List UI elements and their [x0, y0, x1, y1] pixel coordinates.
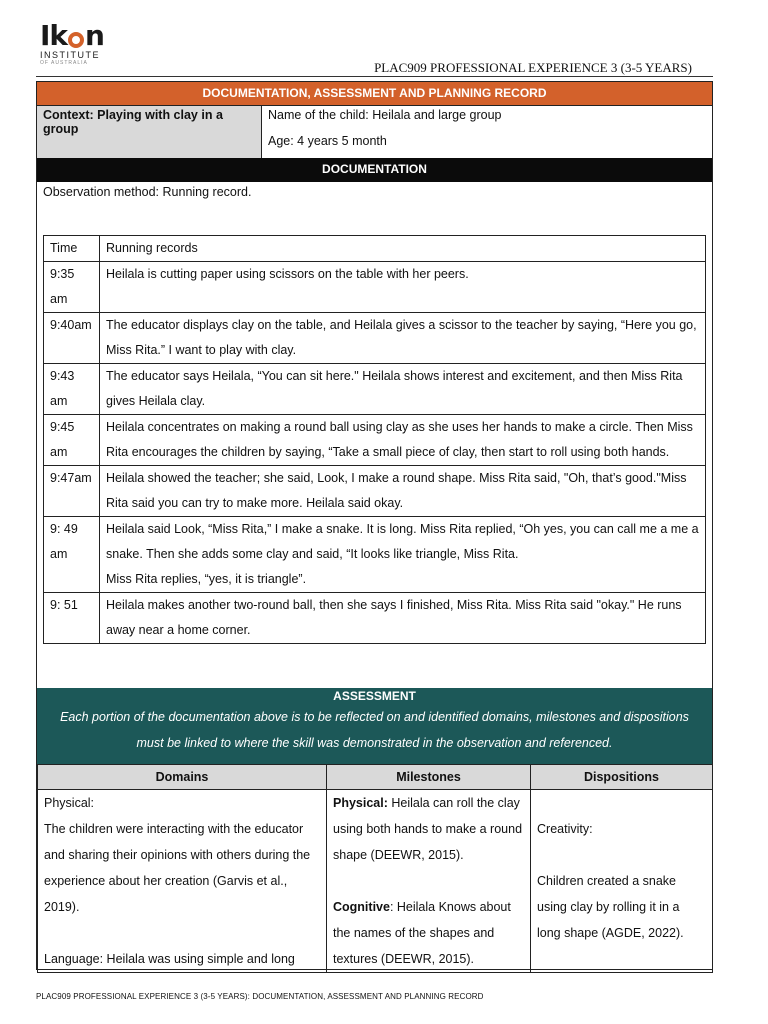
row-time: 9: 51: [44, 593, 100, 644]
row-text: Heilala is cutting paper using scissors on the table with her peers.: [100, 262, 706, 313]
milestone-physical-text: Heilala can roll the clay using both hands to make a round shape (DEEWR, 2015).: [333, 796, 523, 862]
milestone-cognitive-label: Cognitive: [333, 900, 390, 914]
row-time: 9:43 am: [44, 364, 100, 415]
row-text: Heilala concentrates on making a round ball using clay as she uses her hands to make a circle. Then Miss Rita encourages the children by saying, “Take a small piece of clay, then start to roll using both hands.: [100, 415, 706, 466]
row-text: Heilala makes another two-round ball, then she says I finished, Miss Rita. Miss Rita said "okay." He runs away near a home corner.: [100, 593, 706, 644]
domain-language-text: Language: Heilala was using simple and long: [44, 952, 295, 966]
domain-physical-text: The children were interacting with the educator and sharing their opinions with others during the experience about her creation (Garvis et al., 2019).: [44, 822, 311, 914]
child-name: Name of the child: Heilala and large group: [268, 108, 502, 122]
row-text: Heilala said Look, “Miss Rita,” I make a snake. It is long. Miss Rita replied, “Oh yes, you can call me a me a snake. Then she adds some clay and said, “It looks like triangle, Miss Rita.: [106, 522, 699, 561]
domains-cell: [38, 790, 327, 973]
records-column-header: Running records: [100, 236, 706, 262]
row-time: 9:47am: [44, 466, 100, 517]
observation-method: Observation method: Running record.: [43, 185, 252, 199]
documentation-title: DOCUMENTATION: [37, 158, 712, 182]
context-cell: Context: Playing with clay in a group: [37, 106, 262, 158]
running-record-table: [43, 235, 706, 644]
page-header-course: PLAC909 PROFESSIONAL EXPERIENCE 3 (3-5 YEARS): [374, 60, 692, 75]
header-divider: [36, 76, 713, 77]
row-text-cell: [100, 517, 706, 593]
disposition-text: Children created a snake using clay by rolling it in a long shape (AGDE, 2022).: [537, 874, 684, 940]
logo-wordmark: Ik n: [40, 19, 104, 52]
milestones-cell: [327, 790, 531, 973]
table-row: [44, 593, 706, 644]
disposition-heading: Creativity:: [537, 822, 593, 836]
dispositions-cell: [531, 790, 713, 973]
logo-subtitle: INSTITUTE: [40, 50, 100, 60]
table-row: [44, 313, 706, 364]
assessment-table: [37, 764, 713, 973]
milestone-physical: [333, 790, 524, 868]
child-age: Age: 4 years 5 month: [268, 134, 387, 148]
milestone-physical-label: Physical:: [333, 796, 388, 810]
table-row: [44, 364, 706, 415]
assessment-title: ASSESSMENT: [333, 689, 416, 703]
milestone-cognitive-text: : Heilala Knows about the names of the shapes and textures (DEEWR, 2015).: [333, 900, 511, 966]
table-row: [44, 262, 706, 313]
table-row: [44, 466, 706, 517]
table-row: [44, 517, 706, 593]
row-time: 9:45 am: [44, 415, 100, 466]
domain-physical-heading: Physical:: [44, 796, 95, 810]
child-info-cell: [262, 106, 712, 158]
page-footer: PLAC909 PROFESSIONAL EXPERIENCE 3 (3-5 YEARS): DOCUMENTATION, ASSESSMENT AND PLANNING RECORD: [36, 992, 484, 1001]
institute-logo: [40, 19, 120, 66]
row-time: 9:35 am: [44, 262, 100, 313]
time-column-header: Time: [44, 236, 100, 262]
logo-tagline: OF AUSTRALIA: [40, 60, 88, 66]
domains-header: Domains: [38, 765, 327, 790]
row-text: The educator displays clay on the table, and Heilala gives a scissor to the teacher by saying, “Here you go, Miss Rita.” I want to play with clay.: [100, 313, 706, 364]
row-text-continued: Miss Rita replies, “yes, it is triangle”.: [106, 572, 307, 586]
row-text: Heilala showed the teacher; she said, Look, I make a round shape. Miss Rita said, "Oh, that’s good."Miss Rita said you can try to make more. Heilala said okay.: [100, 466, 706, 517]
dispositions-header: Dispositions: [531, 765, 713, 790]
row-time: 9:40am: [44, 313, 100, 364]
milestone-cognitive: [333, 894, 524, 972]
table-header-row: [44, 236, 706, 262]
row-text: The educator says Heilala, “You can sit here." Heilala shows interest and excitement, and then Miss Rita gives Heilala clay.: [100, 364, 706, 415]
milestones-header: Milestones: [327, 765, 531, 790]
record-frame: [36, 81, 713, 970]
assessment-banner: [37, 688, 712, 764]
record-title: DOCUMENTATION, ASSESSMENT AND PLANNING RECORD: [37, 82, 712, 106]
assessment-instruction: Each portion of the documentation above is to be reflected on and identified domains, milestones and dispositions must be linked to where the skill was demonstrated in the observation and referenced.: [60, 710, 689, 750]
table-row: [44, 415, 706, 466]
assessment-header-row: [38, 765, 713, 790]
assessment-row: [38, 790, 713, 973]
row-time: 9: 49 am: [44, 517, 100, 593]
